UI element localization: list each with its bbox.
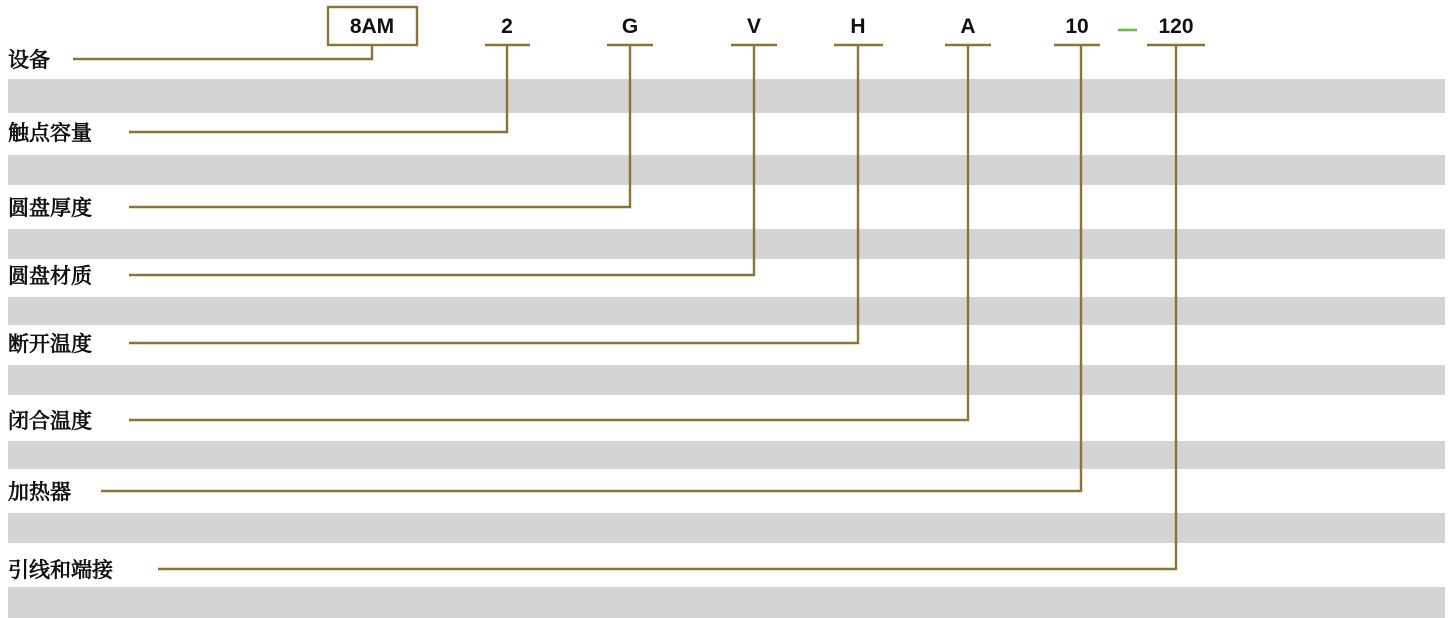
code-device: 8AM [349, 15, 395, 38]
leader-line [73, 45, 372, 59]
label-disc-material: 圆盘材质 [8, 264, 92, 288]
description-band [8, 365, 1445, 395]
code-disc-thickness: G [621, 15, 639, 38]
label-contact-capacity: 触点容量 [8, 121, 92, 145]
code-disc-material: V [746, 15, 762, 38]
code-contact-capacity: 2 [501, 15, 513, 38]
description-band [8, 513, 1445, 543]
description-band [8, 441, 1445, 469]
code-open-temperature: H [850, 15, 866, 38]
description-band [8, 229, 1445, 259]
description-band [8, 297, 1445, 325]
code-close-temperature: A [960, 15, 976, 38]
description-band [8, 155, 1445, 185]
description-band [8, 587, 1445, 618]
code-heater: 10 [1065, 15, 1089, 38]
label-open-temperature: 断开温度 [8, 332, 92, 356]
label-leads-terminals: 引线和端接 [8, 558, 113, 582]
label-device: 设备 [8, 48, 50, 72]
code-leads-terminals: 120 [1158, 15, 1194, 38]
description-band [8, 79, 1445, 113]
label-heater: 加热器 [8, 480, 71, 504]
label-close-temperature: 闭合温度 [8, 409, 92, 433]
label-disc-thickness: 圆盘厚度 [8, 196, 92, 220]
